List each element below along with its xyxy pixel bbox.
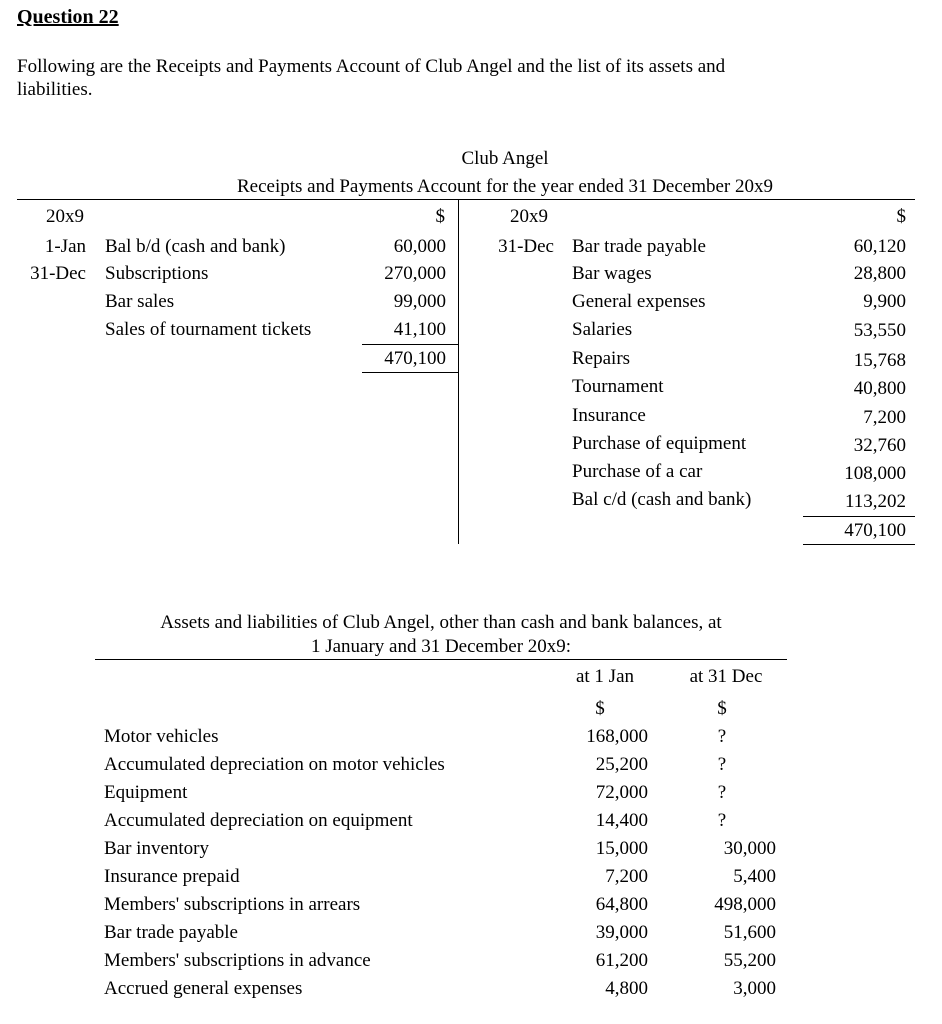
assets-title-line-1: Assets and liabilities of Club Angel, other than cash and bank balances, at [160,612,722,633]
asset-dec-value: 55,200 [723,950,776,971]
rp-title-rule [17,199,915,200]
payments-total-rule-bottom [803,544,915,545]
asset-dec-value: 30,000 [723,838,776,859]
payment-amount: 113,202 [844,491,906,512]
asset-item: Accumulated depreciation on equipment [104,810,413,831]
payment-amount: 53,550 [853,320,906,341]
payment-item: Purchase of a car [572,461,703,482]
receipts-total: 470,100 [384,348,446,369]
asset-jan-value: 7,200 [605,866,648,887]
rp-account-title: Receipts and Payments Account for the year ended 31 December 20x9 [236,176,774,197]
asset-dec-value: 3,000 [733,978,776,999]
payments-date: 31-Dec [498,236,554,257]
asset-item: Bar inventory [104,838,210,859]
asset-dec-value: 51,600 [723,922,776,943]
asset-jan-value: 15,000 [595,838,648,859]
asset-item: Members' subscriptions in arrears [104,894,361,915]
receipt-amount: 41,100 [393,319,446,340]
col-header-dec: at 31 Dec [689,666,763,687]
payment-item: Tournament [572,376,664,397]
receipt-amount: 270,000 [384,263,446,284]
rp-right-year: 20x9 [510,206,548,227]
asset-dec-value: ? [717,782,727,803]
payment-item: Bal c/d (cash and bank) [572,489,752,510]
payment-amount: 60,120 [853,236,906,257]
intro-text-line-1: Following are the Receipts and Payments Account of Club Angel and the list of its assets and [17,56,726,77]
rp-left-year: 20x9 [46,206,84,227]
asset-dec-value: ? [717,754,727,775]
payment-item: Repairs [572,348,631,369]
payment-amount: 108,000 [844,463,906,484]
receipts-total-rule-top [362,344,458,345]
asset-dec-value: 498,000 [714,894,776,915]
rp-right-currency: $ [896,206,906,227]
payment-amount: 9,900 [863,291,906,312]
assets-title-line-2: 1 January and 31 December 20x9: [310,636,572,657]
payments-total: 470,100 [844,520,906,541]
payment-amount: 40,800 [853,378,906,399]
assets-title-rule [95,659,787,660]
asset-item: Accrued general expenses [104,978,303,999]
payment-item: Salaries [572,319,633,340]
asset-jan-value: 64,800 [595,894,648,915]
payment-item: Purchase of equipment [572,433,747,454]
payment-item: Insurance [572,405,646,426]
asset-item: Insurance prepaid [104,866,240,887]
asset-jan-value: 72,000 [595,782,648,803]
asset-jan-value: 39,000 [595,922,648,943]
rp-left-currency: $ [435,206,445,227]
asset-dec-value: 5,400 [733,866,776,887]
col-currency-jan: $ [595,698,605,719]
receipts-total-rule-bottom [362,372,458,373]
receipt-item: Bar sales [105,291,175,312]
asset-jan-value: 61,200 [595,950,648,971]
asset-item: Bar trade payable [104,922,238,943]
payment-amount: 15,768 [853,350,906,371]
payment-item: Bar wages [572,263,652,284]
receipt-date: 31-Dec [30,263,86,284]
asset-jan-value: 25,200 [595,754,648,775]
asset-item: Accumulated depreciation on motor vehicles [104,754,445,775]
asset-item: Motor vehicles [104,726,219,747]
asset-item: Equipment [104,782,188,803]
receipt-date: 1-Jan [44,236,86,257]
rp-center-divider [458,200,459,544]
col-currency-dec: $ [717,698,727,719]
question-title: Question 22 [17,6,119,28]
payment-amount: 32,760 [853,435,906,456]
payments-total-rule-top [803,516,915,517]
intro-text-line-2: liabilities. [17,79,93,100]
asset-jan-value: 14,400 [595,810,648,831]
asset-item: Members' subscriptions in advance [104,950,371,971]
receipt-amount: 99,000 [393,291,446,312]
receipt-item: Sales of tournament tickets [105,319,312,340]
asset-jan-value: 168,000 [586,726,648,747]
asset-dec-value: ? [717,810,727,831]
col-header-jan: at 1 Jan [575,666,635,687]
payment-item: General expenses [572,291,706,312]
receipt-amount: 60,000 [393,236,446,257]
payment-amount: 28,800 [853,263,906,284]
payment-item: Bar trade payable [572,236,706,257]
payment-amount: 7,200 [863,407,906,428]
asset-dec-value: ? [717,726,727,747]
rp-club-name: Club Angel [461,148,549,169]
receipt-item: Bal b/d (cash and bank) [105,236,286,257]
receipt-item: Subscriptions [105,263,209,284]
asset-jan-value: 4,800 [605,978,648,999]
